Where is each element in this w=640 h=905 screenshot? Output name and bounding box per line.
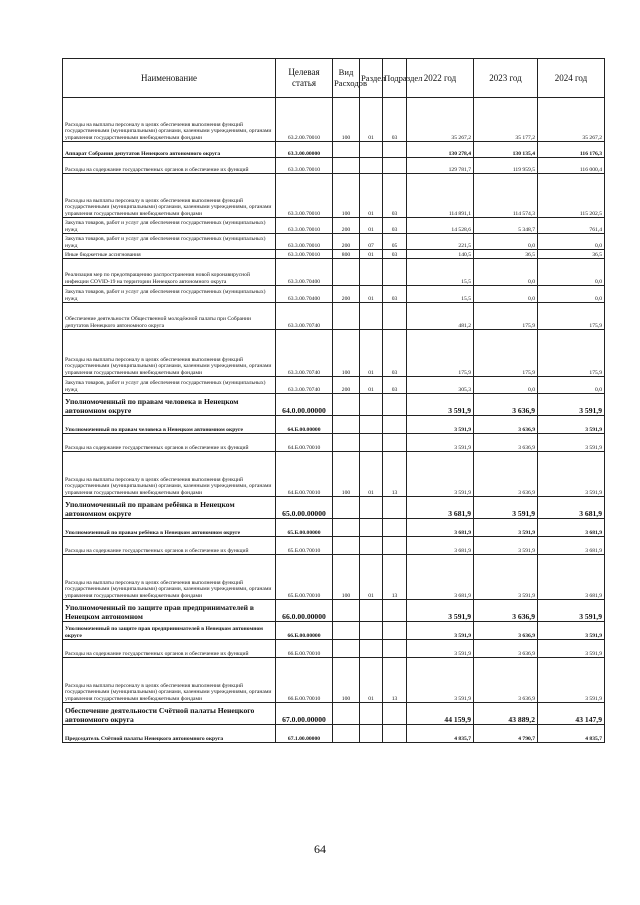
row-expense-type: 100 — [333, 330, 360, 377]
row-expense-type — [333, 537, 360, 555]
row-section — [360, 640, 383, 658]
table-row — [63, 303, 605, 330]
row-amount-2024: 3 591,9 — [538, 416, 605, 434]
row-subsection — [383, 537, 407, 555]
row-section — [360, 416, 383, 434]
table-row — [63, 234, 605, 250]
row-section: 01 — [360, 218, 383, 234]
row-subsection — [383, 416, 407, 434]
row-target-code: 63.3.00.70400 — [276, 286, 333, 303]
row-expense-type — [333, 640, 360, 658]
row-name: Расходы на содержание государственных органов и обеспечение их функций — [63, 640, 276, 658]
table-row — [63, 555, 605, 600]
row-name: Иные бюджетные ассигнования — [63, 250, 276, 259]
row-amount-2024: 0,0 — [538, 286, 605, 303]
row-amount-2024: 36,5 — [538, 250, 605, 259]
row-amount-2024: 3 681,9 — [538, 519, 605, 537]
row-target-code: 65.0.00.00000 — [276, 497, 333, 519]
row-amount-2022: 3 591,9 — [407, 434, 474, 452]
row-target-code: 66.Б.00.00000 — [276, 622, 333, 640]
table-row — [63, 725, 605, 743]
row-expense-type: 100 — [333, 174, 360, 218]
row-section — [360, 259, 383, 286]
row-amount-2023: 43 889,2 — [474, 703, 538, 725]
row-name: Закупка товаров, работ и услуг для обеспечения государственных (муниципальных) нужд — [63, 377, 276, 394]
row-target-code: 63.3.00.70740 — [276, 377, 333, 394]
row-name: Уполномоченный по правам ребёнка в Ненецком автономном округе — [63, 519, 276, 537]
row-amount-2022: 15,5 — [407, 286, 474, 303]
table-row — [63, 600, 605, 622]
row-target-code: 64.0.00.00000 — [276, 394, 333, 416]
row-section: 01 — [360, 174, 383, 218]
row-subsection: 03 — [383, 218, 407, 234]
row-amount-2024: 175,9 — [538, 303, 605, 330]
row-section — [360, 600, 383, 622]
table-row — [63, 537, 605, 555]
header-year-2024: 2024 год — [538, 59, 605, 98]
table-body — [63, 98, 605, 743]
row-subsection: 03 — [383, 174, 407, 218]
row-name: Закупка товаров, работ и услуг для обеспечения государственных (муниципальных) нужд — [63, 286, 276, 303]
row-target-code: 65.Б.00.70010 — [276, 537, 333, 555]
row-section — [360, 537, 383, 555]
row-section: 01 — [360, 452, 383, 497]
table-row — [63, 218, 605, 234]
row-name: Расходы на выплаты персоналу в целях обеспечения выполнения функций государственными (муниципальными) органами, казенными учреждениями, органами управления государственными внебюджетными фондами — [63, 658, 276, 703]
row-section: 01 — [360, 658, 383, 703]
row-target-code: 63.3.00.70400 — [276, 259, 333, 286]
row-target-code: 63.3.00.70010 — [276, 174, 333, 218]
row-expense-type — [333, 416, 360, 434]
row-expense-type: 200 — [333, 286, 360, 303]
row-amount-2023: 3 636,9 — [474, 452, 538, 497]
row-name: Расходы на содержание государственных органов и обеспечение их функций — [63, 158, 276, 174]
row-amount-2024: 3 681,9 — [538, 537, 605, 555]
row-amount-2024: 3 591,9 — [538, 622, 605, 640]
row-expense-type: 100 — [333, 555, 360, 600]
row-amount-2022: 140,5 — [407, 250, 474, 259]
row-amount-2022: 3 681,9 — [407, 519, 474, 537]
row-section: 07 — [360, 234, 383, 250]
row-name: Расходы на выплаты персоналу в целях обеспечения выполнения функций государственными (муниципальными) органами, казенными учреждениями, органами управления государственными внебюджетными фондами — [63, 330, 276, 377]
row-subsection — [383, 725, 407, 743]
row-target-code: 65.Б.00.70010 — [276, 555, 333, 600]
row-amount-2024: 116 000,4 — [538, 158, 605, 174]
row-section — [360, 497, 383, 519]
row-subsection — [383, 158, 407, 174]
row-amount-2022: 3 591,9 — [407, 394, 474, 416]
row-subsection — [383, 497, 407, 519]
row-name: Председатель Счётной палаты Ненецкого автономного округа — [63, 725, 276, 743]
row-subsection: 03 — [383, 98, 407, 142]
row-amount-2022: 3 591,9 — [407, 658, 474, 703]
row-section — [360, 303, 383, 330]
row-amount-2022: 481,2 — [407, 303, 474, 330]
row-section — [360, 519, 383, 537]
table-row — [63, 640, 605, 658]
row-target-code: 63.3.00.70010 — [276, 218, 333, 234]
row-name: Реализация мер по предотвращению распространения новой коронавирусной инфекции COVID-19 на территории Ненецкого автономного округа — [63, 259, 276, 286]
row-amount-2022: 3 681,9 — [407, 537, 474, 555]
row-amount-2023: 3 591,9 — [474, 497, 538, 519]
row-amount-2022: 3 591,9 — [407, 416, 474, 434]
table-row — [63, 286, 605, 303]
row-amount-2024: 3 681,9 — [538, 555, 605, 600]
row-amount-2022: 44 159,9 — [407, 703, 474, 725]
row-subsection — [383, 434, 407, 452]
row-expense-type — [333, 725, 360, 743]
row-amount-2022: 14 528,6 — [407, 218, 474, 234]
header-year-2023: 2023 год — [474, 59, 538, 98]
row-section: 01 — [360, 98, 383, 142]
row-amount-2022: 175,9 — [407, 330, 474, 377]
table-row — [63, 377, 605, 394]
row-amount-2023: 4 790,7 — [474, 725, 538, 743]
table-row — [63, 519, 605, 537]
row-amount-2023: 119 959,5 — [474, 158, 538, 174]
row-subsection: 03 — [383, 377, 407, 394]
header-section: Раздел — [360, 59, 383, 98]
row-amount-2023: 3 591,9 — [474, 519, 538, 537]
row-subsection — [383, 640, 407, 658]
row-subsection: 13 — [383, 658, 407, 703]
row-name: Уполномоченный по защите прав предпринимателей в Ненецком автономном — [63, 600, 276, 622]
table-row — [63, 622, 605, 640]
row-name: Закупка товаров, работ и услуг для обеспечения государственных (муниципальных) нужд — [63, 234, 276, 250]
row-target-code: 63.2.00.70010 — [276, 98, 333, 142]
row-amount-2023: 3 636,9 — [474, 434, 538, 452]
row-subsection — [383, 622, 407, 640]
row-amount-2022: 221,5 — [407, 234, 474, 250]
row-amount-2022: 305,3 — [407, 377, 474, 394]
row-name: Расходы на выплаты персоналу в целях обеспечения выполнения функций государственными (муниципальными) органами, казенными учреждениями, органами управления государственными внебюджетными фондами — [63, 555, 276, 600]
row-target-code: 65.Б.00.00000 — [276, 519, 333, 537]
row-amount-2023: 175,9 — [474, 303, 538, 330]
row-section — [360, 158, 383, 174]
row-subsection: 05 — [383, 234, 407, 250]
row-amount-2023: 175,9 — [474, 330, 538, 377]
row-name: Обеспечение деятельности Счётной палаты Ненецкого автономного округа — [63, 703, 276, 725]
row-target-code: 63.3.00.70740 — [276, 330, 333, 377]
row-amount-2024: 35 267,2 — [538, 98, 605, 142]
row-amount-2024: 3 591,9 — [538, 658, 605, 703]
table-row — [63, 142, 605, 158]
row-target-code: 64.Б.00.70010 — [276, 452, 333, 497]
row-amount-2023: 3 636,9 — [474, 622, 538, 640]
row-amount-2022: 3 591,9 — [407, 622, 474, 640]
row-section: 01 — [360, 286, 383, 303]
row-section — [360, 142, 383, 158]
row-target-code: 67.0.00.00000 — [276, 703, 333, 725]
row-amount-2022: 114 891,1 — [407, 174, 474, 218]
table-header-row — [63, 59, 605, 98]
row-amount-2024: 0,0 — [538, 234, 605, 250]
row-expense-type — [333, 394, 360, 416]
table-row — [63, 259, 605, 286]
row-target-code: 66.Б.00.70010 — [276, 640, 333, 658]
row-expense-type: 100 — [333, 98, 360, 142]
row-amount-2024: 3 591,9 — [538, 452, 605, 497]
row-expense-type: 200 — [333, 377, 360, 394]
row-target-code: 63.3.00.70010 — [276, 234, 333, 250]
table-row — [63, 703, 605, 725]
row-amount-2022: 3 681,9 — [407, 555, 474, 600]
row-name: Расходы на выплаты персоналу в целях обеспечения выполнения функций государственными (муниципальными) органами, казенными учреждениями, органами управления государственными внебюджетными фондами — [63, 452, 276, 497]
row-amount-2024: 3 591,9 — [538, 640, 605, 658]
row-amount-2022: 3 681,9 — [407, 497, 474, 519]
row-expense-type — [333, 497, 360, 519]
row-name: Закупка товаров, работ и услуг для обеспечения государственных (муниципальных) нужд — [63, 218, 276, 234]
row-name: Уполномоченный по правам человека в Ненецком автономном округе — [63, 394, 276, 416]
row-target-code: 63.3.00.00000 — [276, 142, 333, 158]
row-target-code: 63.3.00.70010 — [276, 158, 333, 174]
row-subsection — [383, 394, 407, 416]
table-row — [63, 98, 605, 142]
row-name: Расходы на содержание государственных органов и обеспечение их функций — [63, 537, 276, 555]
row-expense-type — [333, 703, 360, 725]
row-amount-2022: 3 591,9 — [407, 640, 474, 658]
row-amount-2024: 3 591,9 — [538, 600, 605, 622]
row-amount-2023: 5 348,7 — [474, 218, 538, 234]
row-target-code: 64.Б.00.70010 — [276, 434, 333, 452]
row-amount-2024: 116 176,3 — [538, 142, 605, 158]
row-subsection: 13 — [383, 555, 407, 600]
row-subsection: 03 — [383, 330, 407, 377]
row-expense-type — [333, 519, 360, 537]
row-target-code: 66.0.00.00000 — [276, 600, 333, 622]
header-target: Целевая статья — [276, 59, 333, 98]
row-section: 01 — [360, 555, 383, 600]
row-amount-2023: 0,0 — [474, 259, 538, 286]
row-section: 01 — [360, 377, 383, 394]
row-amount-2023: 3 591,9 — [474, 555, 538, 600]
row-amount-2022: 35 267,2 — [407, 98, 474, 142]
row-amount-2023: 3 591,9 — [474, 537, 538, 555]
row-expense-type — [333, 303, 360, 330]
row-name: Расходы на содержание государственных органов и обеспечение их функций — [63, 434, 276, 452]
row-amount-2023: 114 574,3 — [474, 174, 538, 218]
row-expense-type — [333, 434, 360, 452]
row-expense-type — [333, 622, 360, 640]
row-name: Уполномоченный по защите прав предпринимателей в Ненецком автономном округе — [63, 622, 276, 640]
row-expense-type: 100 — [333, 658, 360, 703]
table-row — [63, 174, 605, 218]
table-row — [63, 434, 605, 452]
row-amount-2023: 3 636,9 — [474, 394, 538, 416]
row-subsection — [383, 703, 407, 725]
row-section: 01 — [360, 330, 383, 377]
row-section — [360, 394, 383, 416]
row-expense-type — [333, 259, 360, 286]
row-target-code: 66.Б.00.70010 — [276, 658, 333, 703]
row-subsection: 03 — [383, 250, 407, 259]
row-subsection: 13 — [383, 452, 407, 497]
table-row — [63, 658, 605, 703]
row-section — [360, 434, 383, 452]
row-expense-type: 800 — [333, 250, 360, 259]
row-amount-2024: 0,0 — [538, 377, 605, 394]
row-name: Аппарат Собрания депутатов Ненецкого автономного округа — [63, 142, 276, 158]
row-section — [360, 703, 383, 725]
header-subsection: Подраздел — [383, 59, 407, 98]
row-amount-2022: 3 591,9 — [407, 452, 474, 497]
row-amount-2023: 3 636,9 — [474, 416, 538, 434]
row-name: Уполномоченный по правам человека в Ненецком автономном округе — [63, 416, 276, 434]
row-amount-2024: 3 591,9 — [538, 394, 605, 416]
row-name: Расходы на выплаты персоналу в целях обеспечения выполнения функций государственными (муниципальными) органами, казенными учреждениями, органами управления государственными внебюджетными фондами — [63, 174, 276, 218]
row-amount-2024: 115 202,5 — [538, 174, 605, 218]
row-name: Уполномоченный по правам ребёнка в Ненецком автономном округе — [63, 497, 276, 519]
row-amount-2022: 130 278,4 — [407, 142, 474, 158]
row-expense-type — [333, 158, 360, 174]
row-amount-2023: 3 636,9 — [474, 600, 538, 622]
table-row — [63, 250, 605, 259]
row-target-code: 64.Б.00.00000 — [276, 416, 333, 434]
header-year-2022: 2022 год — [407, 59, 474, 98]
table-row — [63, 330, 605, 377]
row-amount-2024: 4 835,7 — [538, 725, 605, 743]
header-name: Наименование — [63, 59, 276, 98]
row-section — [360, 725, 383, 743]
row-amount-2023: 0,0 — [474, 234, 538, 250]
header-expense-type: Вид Расходов — [333, 59, 360, 98]
page-number: 64 — [314, 842, 326, 856]
row-amount-2024: 3 591,9 — [538, 434, 605, 452]
row-amount-2023: 130 135,4 — [474, 142, 538, 158]
row-amount-2024: 175,9 — [538, 330, 605, 377]
row-amount-2023: 0,0 — [474, 377, 538, 394]
row-amount-2022: 15,5 — [407, 259, 474, 286]
row-subsection — [383, 303, 407, 330]
table-row — [63, 452, 605, 497]
row-subsection — [383, 259, 407, 286]
row-subsection: 03 — [383, 286, 407, 303]
row-subsection — [383, 142, 407, 158]
table-row — [63, 158, 605, 174]
row-amount-2024: 43 147,9 — [538, 703, 605, 725]
row-amount-2022: 129 781,7 — [407, 158, 474, 174]
row-target-code: 67.1.00.00000 — [276, 725, 333, 743]
row-expense-type — [333, 142, 360, 158]
row-expense-type — [333, 600, 360, 622]
row-amount-2024: 761,4 — [538, 218, 605, 234]
table-row — [63, 416, 605, 434]
row-target-code: 63.3.00.70010 — [276, 250, 333, 259]
row-target-code: 63.3.00.70740 — [276, 303, 333, 330]
row-amount-2024: 3 681,9 — [538, 497, 605, 519]
row-amount-2023: 3 636,9 — [474, 658, 538, 703]
row-amount-2023: 3 636,9 — [474, 640, 538, 658]
table-row — [63, 497, 605, 519]
row-section: 01 — [360, 250, 383, 259]
budget-table — [62, 58, 605, 743]
row-amount-2023: 35 177,2 — [474, 98, 538, 142]
row-amount-2022: 4 835,7 — [407, 725, 474, 743]
row-section — [360, 622, 383, 640]
row-expense-type: 200 — [333, 234, 360, 250]
table-row — [63, 394, 605, 416]
row-name: Расходы на выплаты персоналу в целях обеспечения выполнения функций государственными (муниципальными) органами, казенными учреждениями, органами управления государственными внебюджетными фондами — [63, 98, 276, 142]
row-expense-type: 100 — [333, 452, 360, 497]
row-amount-2024: 0,0 — [538, 259, 605, 286]
row-name: Обеспечение деятельности Общественной молодёжной палаты при Собрании депутатов Ненецкого автономного округа — [63, 303, 276, 330]
row-amount-2023: 36,5 — [474, 250, 538, 259]
row-subsection — [383, 519, 407, 537]
row-amount-2022: 3 591,9 — [407, 600, 474, 622]
row-subsection — [383, 600, 407, 622]
row-expense-type: 200 — [333, 218, 360, 234]
row-amount-2023: 0,0 — [474, 286, 538, 303]
